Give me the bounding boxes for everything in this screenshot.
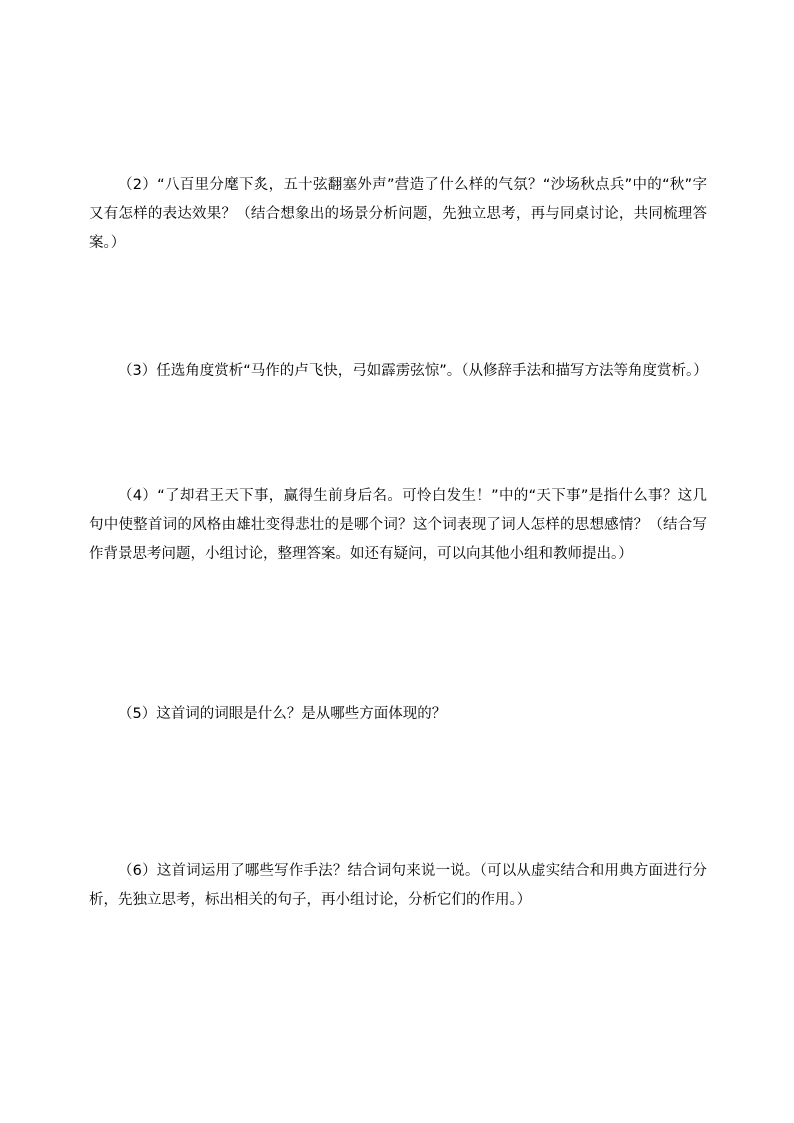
question-4: （4）“了却君王天下事，赢得生前身后名。可怜白发生！”中的“天下事”是指什么事？这几句中使整首词的风格由雄壮变得悲壮的是哪个词？这个词表现了词人怎样的思想感情？（结合写作背景思考问题，小组讨论，整理答案。如还有疑问，可以向其他小组和教师提出。）: [89, 488, 707, 562]
question-2: （2）“八百里分麾下炙，五十弦翻塞外声”营造了什么样的气氛？“沙场秋点兵”中的“秋”字又有怎样的表达效果？（结合想象出的场景分析问题，先独立思考，再与同桌讨论，共同梳理答案。）: [89, 177, 707, 251]
question-5: （5）这首词的词眼是什么？是从哪些方面体现的？: [118, 706, 447, 722]
question-3: （3）任选角度赏析“马作的卢飞快，弓如霹雳弦惊”。（从修辞手法和描写方法等角度赏析。）: [118, 363, 708, 379]
question-6: （6）这首词运用了哪些写作手法？结合词句来说一说。（可以从虚实结合和用典方面进行分析，先独立思考，标出相关的句子，再小组讨论，分析它们的作用。）: [89, 863, 707, 908]
